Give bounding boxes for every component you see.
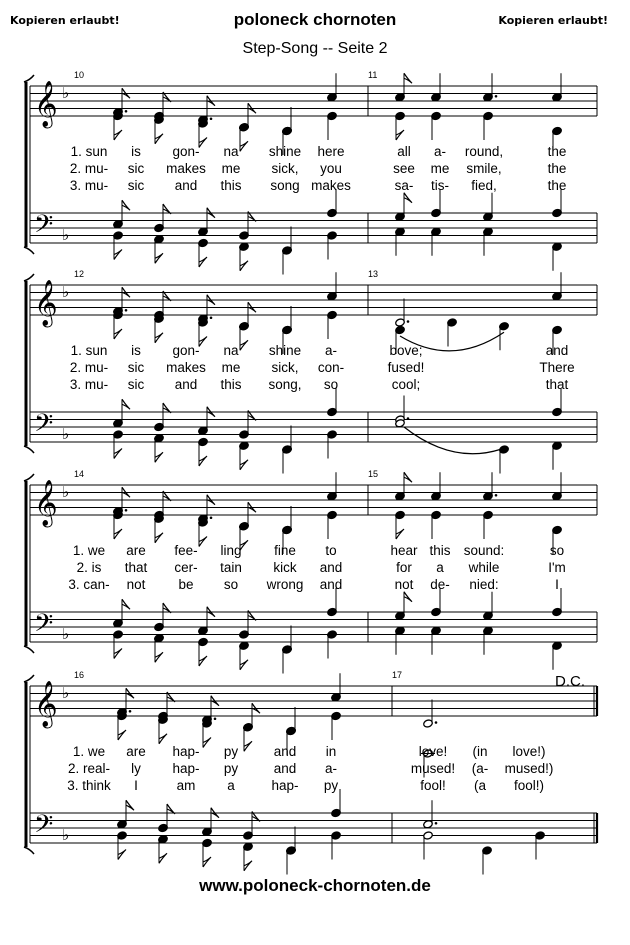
lyric-syllable: are	[126, 744, 146, 759]
note-flag	[404, 73, 412, 83]
lyric-syllable: fused!	[387, 360, 425, 375]
note-flag	[240, 460, 248, 470]
lyric-syllable: py	[223, 744, 239, 759]
note-dot	[125, 110, 128, 113]
measure-number: 13	[368, 269, 379, 279]
note-dot	[495, 95, 498, 98]
lyric-syllable: a-	[324, 343, 338, 358]
note-flag	[203, 738, 211, 748]
lyric-syllable: fine	[274, 543, 296, 558]
note-flag	[240, 340, 248, 350]
lyric-syllable: love!	[418, 744, 448, 759]
lyric-syllable: I	[555, 577, 559, 592]
lyric-syllable: in	[325, 744, 337, 759]
lyric-syllable: smile,	[466, 161, 502, 176]
note-flag	[396, 529, 404, 539]
system-1	[24, 75, 597, 254]
treble-staff	[30, 472, 597, 554]
note-flag	[155, 652, 163, 662]
note-flag	[118, 730, 126, 740]
lyric-syllable: 2. real-	[67, 761, 111, 776]
copy-note-right: Kopieren erlaubt!	[498, 14, 608, 27]
lyric-syllable: sa-	[394, 178, 414, 193]
lyric-syllable: me	[221, 360, 241, 375]
lyric-syllable: ling	[220, 543, 242, 558]
measure-number: 15	[368, 469, 379, 479]
note-flag	[199, 656, 207, 666]
lyric-syllable: hear	[390, 543, 418, 558]
bass-staff	[30, 189, 597, 275]
flat-sign-icon: ♭	[62, 625, 70, 643]
lyric-syllable: sic	[127, 377, 145, 392]
lyric-syllable: nied:	[469, 577, 499, 592]
note-flag	[199, 456, 207, 466]
lyric-syllable: ly	[131, 761, 141, 776]
bass-clef-icon: 𝄢	[34, 609, 54, 644]
note-flag	[122, 599, 130, 609]
lyric-syllable: na	[223, 144, 239, 159]
lyric-syllable: see	[393, 161, 415, 176]
note-flag	[199, 138, 207, 148]
lyric-syllable: a	[436, 560, 444, 575]
lyric-syllable: 2. is	[76, 560, 102, 575]
note-flag	[114, 329, 122, 339]
note-flag	[396, 130, 404, 140]
note-dot	[435, 822, 438, 825]
lyric-syllable: this	[220, 178, 242, 193]
lyric-syllable: is	[131, 343, 141, 358]
bracket-hook-top	[24, 675, 34, 682]
lyric-syllable: 1. we	[72, 744, 106, 759]
bracket-hook-top	[24, 474, 34, 481]
lyric-syllable: fee-	[174, 543, 198, 558]
flat-sign-icon: ♭	[62, 283, 70, 301]
lyric-syllable: py	[223, 761, 239, 776]
note-flag	[244, 741, 252, 751]
lyric-syllable: song	[270, 178, 300, 193]
lyric-syllable: so	[549, 543, 565, 558]
lyric-syllable: (in	[472, 744, 488, 759]
treble-clef-icon: 𝄞	[34, 681, 58, 727]
lyric-syllable: hap-	[172, 744, 200, 759]
lyric-syllable: 2. mu-	[69, 161, 109, 176]
lyric-syllable: 3. mu-	[69, 178, 109, 193]
lyric-syllable: de-	[430, 577, 450, 592]
bass-staff	[30, 588, 597, 674]
note-dot	[125, 309, 128, 312]
lyric-syllable: gon-	[172, 343, 200, 358]
footer-url[interactable]: www.poloneck-chornoten.de	[199, 876, 431, 895]
lyric-syllable: and	[319, 560, 343, 575]
lyric-syllable: so	[323, 377, 339, 392]
lyric-syllable: love!)	[512, 744, 546, 759]
lyric-syllable: (a-	[471, 761, 489, 776]
page-subtitle: Step-Song -- Seite 2	[242, 40, 388, 57]
lyric-syllable: and	[174, 377, 198, 392]
lyric-syllable: fool!)	[513, 778, 545, 793]
note-flag	[199, 257, 207, 267]
note-flag	[114, 449, 122, 459]
measure-number: 12	[74, 269, 85, 279]
treble-staff	[30, 272, 597, 354]
lyric-syllable: 1. sun	[70, 144, 108, 159]
bass-clef-icon: 𝄢	[34, 210, 54, 245]
treble-clef-icon: 𝄞	[34, 81, 58, 127]
bracket-hook-bottom	[24, 247, 34, 254]
lyric-syllable: and	[174, 178, 198, 193]
lyric-syllable: py	[323, 778, 339, 793]
lyric-syllable: 3. mu-	[69, 377, 109, 392]
lyric-syllable: round,	[464, 144, 504, 159]
lyric-syllable: here	[317, 144, 345, 159]
lyric-syllable: to	[325, 543, 337, 558]
lyric-syllable: hap-	[271, 778, 299, 793]
lyric-syllable: while	[468, 560, 500, 575]
note-flag	[114, 529, 122, 539]
system-3	[24, 474, 597, 653]
treble-clef-icon: 𝄞	[34, 280, 58, 326]
note-dot	[214, 717, 217, 720]
lyric-syllable: na	[223, 343, 239, 358]
note-flag	[155, 533, 163, 543]
note-flag	[122, 399, 130, 409]
bracket-hook-top	[24, 274, 34, 281]
lyric-syllable: 1. sun	[70, 343, 108, 358]
lyric-syllable: all	[397, 144, 411, 159]
note-dot	[407, 320, 410, 323]
lyric-syllable: sound:	[463, 543, 505, 558]
lyric-syllable: kick	[273, 560, 297, 575]
lyric-syllable: con-	[317, 360, 345, 375]
note-flag	[114, 130, 122, 140]
bass-staff	[30, 789, 597, 875]
lyric-syllable: for	[396, 560, 412, 575]
lyric-syllable: are	[126, 543, 146, 558]
note-flag	[244, 861, 252, 871]
note-flag	[240, 660, 248, 670]
page-title: poloneck chornoten	[233, 10, 397, 29]
note-flag	[404, 592, 412, 602]
dc-mark: D.C.	[555, 673, 585, 690]
note-flag	[159, 853, 167, 863]
flat-sign-icon: ♭	[62, 84, 70, 102]
note-flag	[240, 141, 248, 151]
measure-number: 14	[74, 469, 85, 479]
lyric-syllable: cool;	[391, 377, 421, 392]
note-flag	[159, 734, 167, 744]
lyric-syllable: (a	[473, 778, 487, 793]
lyric-syllable: you	[320, 161, 342, 176]
lyric-syllable: me	[221, 161, 241, 176]
measure-number: 17	[392, 670, 403, 680]
note-dot	[407, 417, 410, 420]
note-flag	[155, 134, 163, 144]
measure-number: 10	[74, 70, 85, 80]
lyric-syllable: shine	[268, 144, 302, 159]
lyric-syllable: gon-	[172, 144, 200, 159]
lyric-syllable: sick,	[271, 161, 299, 176]
lyric-syllable: is	[131, 144, 141, 159]
lyric-syllable: tis-	[431, 178, 449, 193]
flat-sign-icon: ♭	[62, 826, 70, 844]
measure-number: 11	[368, 70, 378, 80]
lyric-syllable: I	[134, 778, 138, 793]
lyric-syllable: and	[273, 761, 297, 776]
bracket-hook-bottom	[24, 446, 34, 453]
lyric-syllable: and	[545, 343, 569, 358]
bass-clef-icon: 𝄢	[34, 810, 54, 845]
note-flag	[118, 850, 126, 860]
note-flag	[199, 337, 207, 347]
bracket-hook-top	[24, 75, 34, 82]
lyric-syllable: bove;	[389, 343, 423, 358]
treble-clef-icon: 𝄞	[34, 480, 58, 526]
lyric-syllable: 2. mu-	[69, 360, 109, 375]
lyric-syllable: song,	[268, 377, 302, 392]
lyric-syllable: this	[220, 377, 242, 392]
treble-staff	[30, 73, 597, 155]
lyric-syllable: wrong	[266, 577, 304, 592]
flat-sign-icon: ♭	[62, 425, 70, 443]
lyric-syllable: sic	[127, 360, 145, 375]
flat-sign-icon: ♭	[62, 483, 70, 501]
note-flag	[199, 537, 207, 547]
note-dot	[210, 117, 213, 120]
note-dot	[129, 710, 132, 713]
lyric-syllable: be	[178, 577, 194, 592]
lyric-syllable: makes	[311, 178, 351, 193]
lyric-syllable: not	[394, 577, 414, 592]
lyric-syllable: a-	[433, 144, 447, 159]
note-flag	[163, 403, 171, 413]
flat-sign-icon: ♭	[62, 226, 70, 244]
lyric-syllable: me	[430, 161, 450, 176]
note-flag	[122, 200, 130, 210]
lyric-syllable: hap-	[172, 761, 200, 776]
note-flag	[240, 261, 248, 271]
note-dot	[210, 316, 213, 319]
lyric-syllable: sick,	[271, 360, 299, 375]
lyric-syllable: the	[547, 161, 567, 176]
lyric-syllable: There	[539, 360, 575, 375]
lyric-syllable: that	[545, 377, 569, 392]
system-2	[24, 274, 597, 453]
lyric-syllable: the	[547, 178, 567, 193]
note-flag	[114, 649, 122, 659]
note-flag	[163, 204, 171, 214]
bass-clef-icon: 𝄢	[34, 409, 54, 444]
lyric-syllable: this	[429, 543, 451, 558]
lyric-syllable: makes	[166, 360, 206, 375]
flat-sign-icon: ♭	[62, 684, 70, 702]
note-flag	[203, 857, 211, 867]
note-dot	[495, 494, 498, 497]
lyric-syllable: and	[273, 744, 297, 759]
note-flag	[155, 333, 163, 343]
lyric-syllable: a	[227, 778, 235, 793]
measure-number: 16	[74, 670, 85, 680]
bass-staff	[30, 388, 597, 474]
lyric-syllable: shine	[268, 343, 302, 358]
note-dot	[125, 509, 128, 512]
lyric-syllable: mused!	[410, 761, 456, 776]
lyric-syllable: a-	[324, 761, 338, 776]
lyric-syllable: not	[126, 577, 146, 592]
note-dot	[435, 721, 438, 724]
note-flag	[163, 603, 171, 613]
lyric-syllable: sic	[127, 178, 145, 193]
note-flag	[114, 250, 122, 260]
lyric-syllable: fool!	[420, 778, 446, 793]
lyric-syllable: am	[176, 778, 196, 793]
note-flag	[404, 472, 412, 482]
copy-note-left: Kopieren erlaubt!	[10, 14, 120, 27]
note-flag	[167, 804, 175, 814]
lyric-syllable: and	[319, 577, 343, 592]
bracket-hook-bottom	[24, 847, 34, 854]
note-dot	[210, 516, 213, 519]
lyric-syllable: the	[547, 144, 567, 159]
lyric-syllable: I'm	[548, 560, 566, 575]
lyric-syllable: so	[223, 577, 239, 592]
note-flag	[126, 800, 134, 810]
note-flag	[404, 193, 412, 203]
lyric-syllable: tain	[220, 560, 242, 575]
lyric-syllable: 3. can-	[68, 577, 110, 592]
lyric-syllable: 1. we	[72, 543, 106, 558]
lyric-syllable: fied,	[471, 178, 497, 193]
lyric-syllable: sic	[127, 161, 145, 176]
slur-arc	[404, 427, 500, 454]
lyric-syllable: cer-	[174, 560, 198, 575]
note-flag	[155, 253, 163, 263]
lyric-syllable: that	[124, 560, 148, 575]
lyric-syllable: mused!)	[504, 761, 554, 776]
note-flag	[155, 452, 163, 462]
lyric-syllable: makes	[166, 161, 206, 176]
bracket-hook-bottom	[24, 646, 34, 653]
lyric-syllable: 3. think	[67, 778, 111, 793]
